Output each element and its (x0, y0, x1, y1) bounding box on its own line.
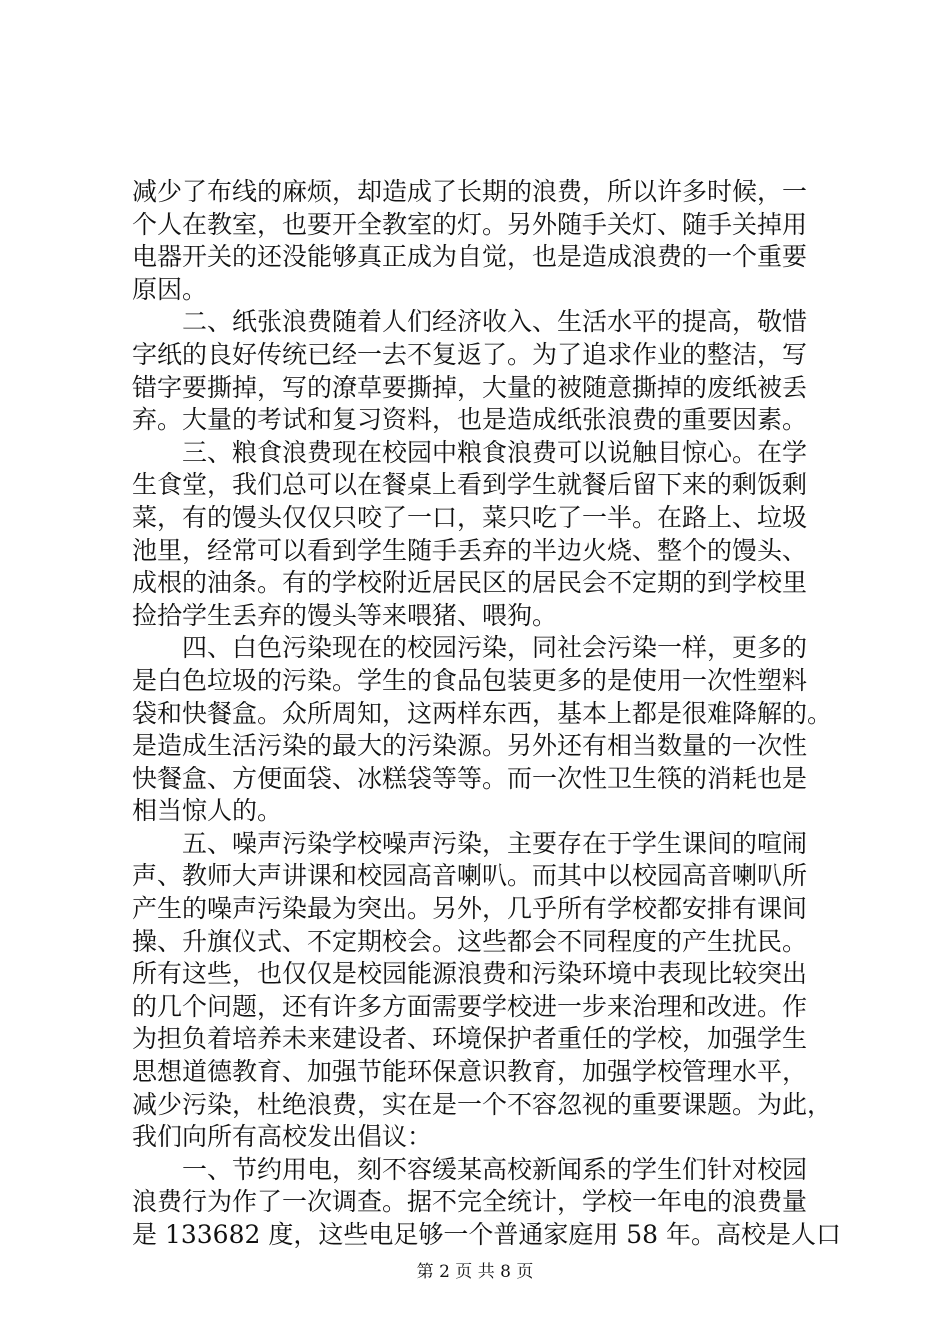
text-line: 池里，经常可以看到学生随手丢弃的半边火烧、整个的馒头、 (132, 535, 808, 565)
text-line: 减少了布线的麻烦，却造成了长期的浪费，所以许多时候，一 (132, 177, 808, 206)
text-line: 四、白色污染现在的校园污染，同社会污染一样，更多的 (132, 633, 808, 663)
text-line: 为担负着培养未来建设者、环境保护者重任的学校，加强学生 (132, 1024, 808, 1054)
text-line: 错字要撕掉，写的潦草要撕掉，大量的被随意撕掉的废纸被丢 (132, 372, 808, 402)
text-line: 菜，有的馒头仅仅只咬了一口，菜只吃了一半。在路上、垃圾 (132, 502, 808, 532)
text-line: 一、节约用电，刻不容缓某高校新闻系的学生们针对校园 (132, 1154, 808, 1184)
document-body (132, 176, 842, 1252)
text-line: 思想道德教育、加强节能环保意识教育，加强学校管理水平， (132, 1057, 808, 1087)
text-line: 是 133682 度，这些电足够一个普通家庭用 58 年。高校是人口 (132, 1220, 842, 1249)
text-line: 的几个问题，还有许多方面需要学校进一步来治理和改进。作 (132, 991, 808, 1021)
text-line: 是造成生活污染的最大的污染源。另外还有相当数量的一次性 (132, 731, 808, 761)
text-line: 个人在教室，也要开全教室的灯。另外随手关灯、随手关掉用 (132, 209, 808, 239)
text-line: 产生的噪声污染最为突出。另外，几乎所有学校都安排有课间 (132, 894, 808, 924)
text-line: 袋和快餐盒。众所周知，这两样东西，基本上都是很难降解的。 (132, 698, 833, 728)
text-line: 减少污染，杜绝浪费，实在是一个不容忽视的重要课题。为此， (132, 1089, 833, 1119)
text-line: 所有这些，也仅仅是校园能源浪费和污染环境中表现比较突出 (132, 959, 808, 989)
page-number-footer: 第 2 页 共 8 页 (416, 1262, 534, 1282)
text-line: 弃。大量的考试和复习资料，也是造成纸张浪费的重要因素。 (132, 405, 808, 435)
text-line: 三、粮食浪费现在校园中粮食浪费可以说触目惊心。在学 (132, 437, 808, 467)
text-line: 我们向所有高校发出倡议： (132, 1122, 433, 1152)
text-line: 是白色垃圾的污染。学生的食品包装更多的是使用一次性塑料 (132, 665, 808, 695)
text-line: 生食堂，我们总可以在餐桌上看到学生就餐后留下来的剩饭剩 (132, 470, 808, 500)
text-line: 电器开关的还没能够真正成为自觉，也是造成浪费的一个重要 (132, 242, 808, 272)
text-line: 成根的油条。有的学校附近居民区的居民会不定期的到学校里 (132, 568, 808, 598)
text-line: 原因。 (132, 274, 208, 304)
text-line: 二、纸张浪费随着人们经济收入、生活水平的提高，敬惜 (132, 307, 808, 337)
text-line: 五、噪声污染学校噪声污染，主要存在于学生课间的喧闹 (132, 828, 808, 858)
text-line: 操、升旗仪式、不定期校会。这些都会不同程度的产生扰民。 (132, 926, 808, 956)
text-line: 相当惊人的。 (132, 796, 283, 826)
text-line: 浪费行为作了一次调查。据不完全统计，学校一年电的浪费量 (132, 1187, 808, 1217)
text-line: 快餐盒、方便面袋、冰糕袋等等。而一次性卫生筷的消耗也是 (132, 763, 808, 793)
text-line: 字纸的良好传统已经一去不复返了。为了追求作业的整洁，写 (132, 339, 808, 369)
text-line: 声、教师大声讲课和校园高音喇叭。而其中以校园高音喇叭所 (132, 861, 808, 891)
text-line: 捡拾学生丢弃的馒头等来喂猪、喂狗。 (132, 600, 558, 630)
